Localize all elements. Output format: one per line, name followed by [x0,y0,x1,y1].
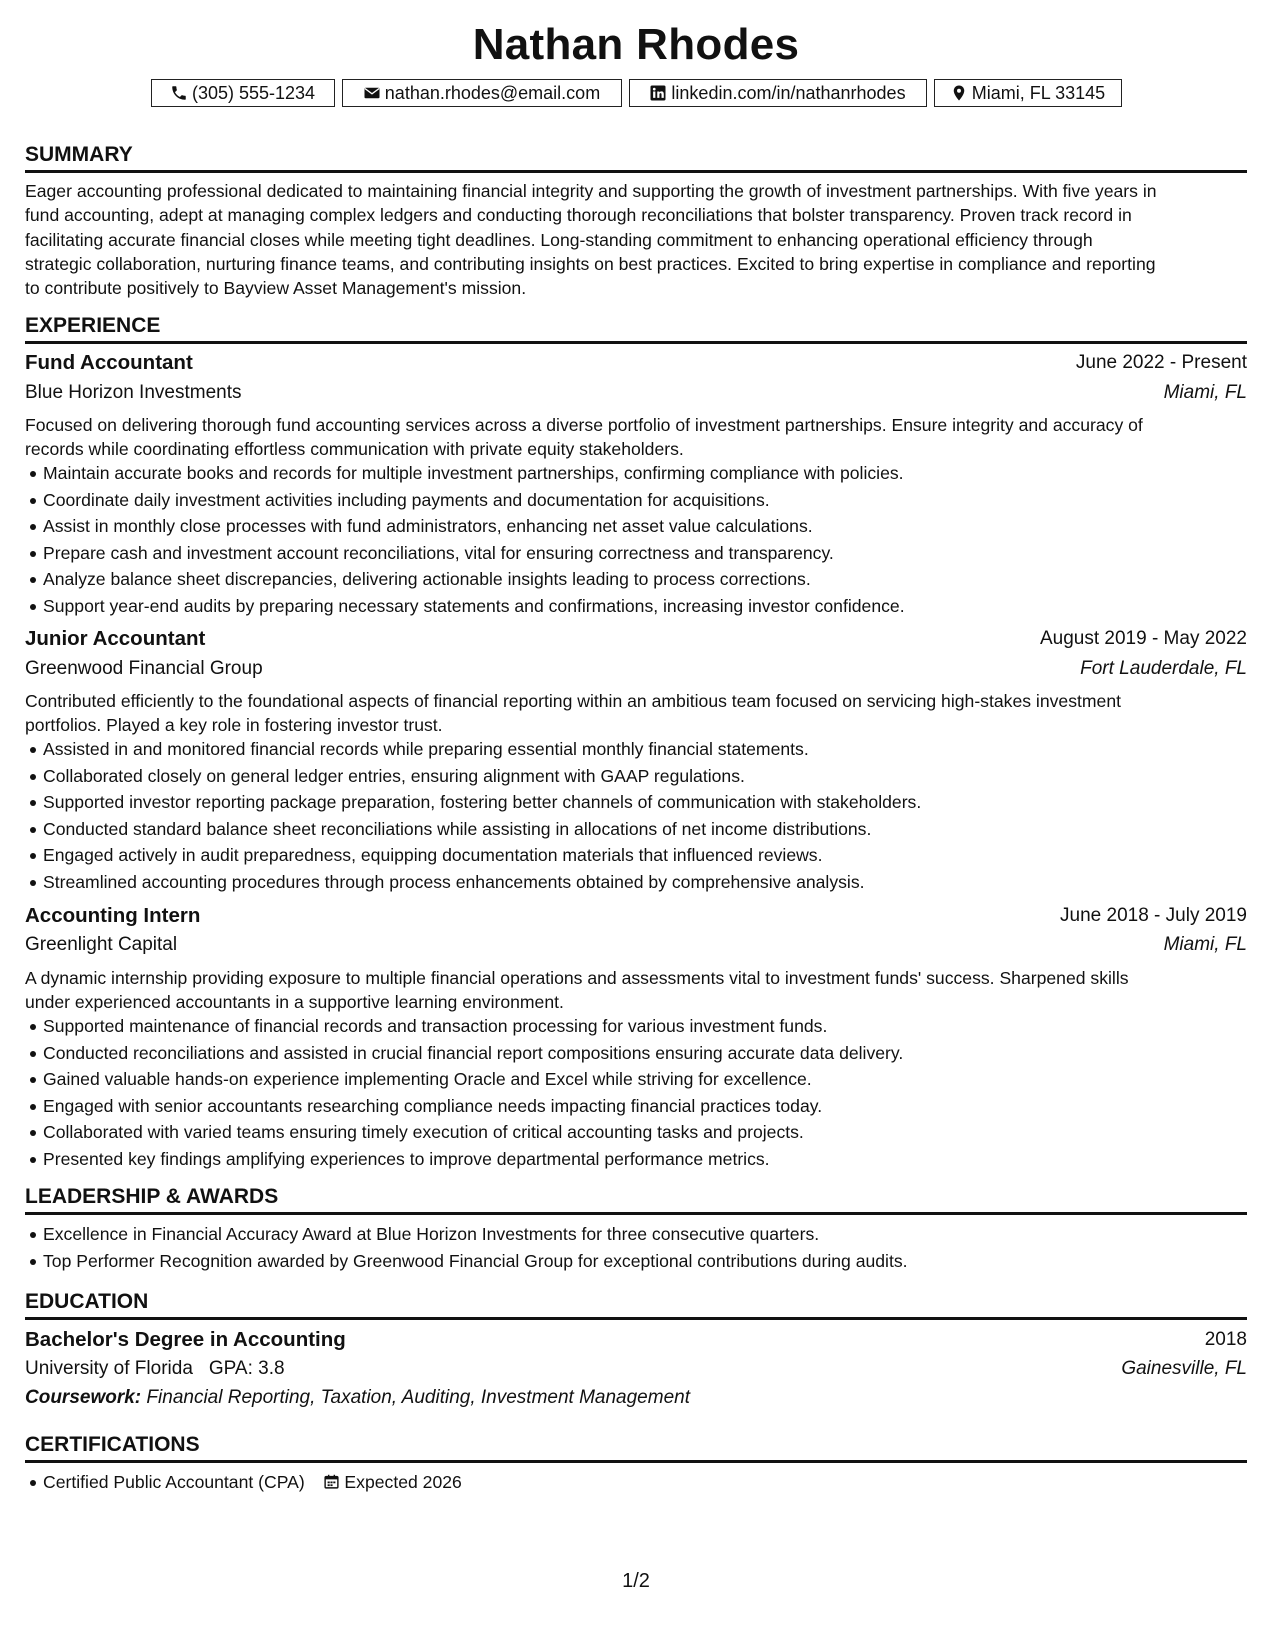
coursework [25,1387,690,1409]
list-item: Excellence in Financial Accuracy Award at Blue Horizon Investments for three consecutive quarters. [43,1221,1265,1248]
envelope-icon [363,84,381,102]
school-location: Gainesville, FL [1121,1358,1247,1379]
job-title: Junior Accountant [25,627,206,650]
job-location: Miami, FL [1163,382,1247,403]
contact-email-text: nathan.rhodes@email.com [384,82,601,103]
list-item: Supported investor reporting package preparation, fostering better channels of communication with stakeholders. [43,789,1265,816]
job-description-line: portfolios. Played a key role in fostering investor trust. [25,715,443,736]
list-item: Engaged actively in audit preparedness, equipping documentation materials that influenced reviews. [43,842,1265,869]
contact-location[interactable] [934,79,1122,107]
list-item: Supported maintenance of financial records and transaction processing for various investment funds. [43,1013,1265,1040]
candidate-name: Nathan Rhodes [472,20,800,69]
contact-location-text: Miami, FL 33145 [971,82,1106,103]
job-bullets [25,460,1265,619]
phone-icon [170,84,188,102]
summary-line: facilitating accurate financial closes while meeting tight deadlines. Long-standing commitment to enhancing operational efficiency through [25,229,1093,250]
summary-line: strategic collaboration, nurturing finance teams, and contributing insights on best practices. Excited to bring expertise in compliance and reporting [25,253,1156,274]
list-item: Engaged with senior accountants researching compliance needs impacting financial practices today. [43,1093,1265,1120]
section-title-leadership: LEADERSHIP & AWARDS [25,1185,279,1208]
job-description [25,689,1247,738]
contact-email[interactable] [342,79,622,107]
list-item [43,1469,1265,1498]
page-number: 1/2 [622,1570,650,1592]
list-item: Assist in monthly close processes with fund administrators, enhancing net asset value calculations. [43,513,1265,540]
contact-linkedin-text: linkedin.com/in/nathanrhodes [671,82,906,103]
job-description-line: under experienced accountants in a supportive learning environment. [25,992,564,1013]
list-item: Assisted in and monitored financial records while preparing essential monthly financial statements. [43,736,1265,763]
gpa: GPA: 3.8 [208,1358,285,1379]
contact-phone-text: (305) 555-1234 [191,82,316,103]
list-item: Collaborated with varied teams ensuring timely execution of critical accounting tasks and projects. [43,1119,1265,1146]
list-item: Gained valuable hands-on experience implementing Oracle and Excel while striving for excellence. [43,1066,1265,1093]
contact-linkedin[interactable] [629,79,927,107]
job-dates: August 2019 - May 2022 [1039,628,1247,649]
list-item: Top Performer Recognition awarded by Greenwood Financial Group for exceptional contributions during audits. [43,1248,1265,1275]
list-item: Conducted reconciliations and assisted in crucial financial report compositions ensuring accurate data delivery. [43,1040,1265,1067]
list-item: Analyze balance sheet discrepancies, delivering actionable insights leading to process corrections. [43,566,1265,593]
certification-date: Expected 2026 [344,1472,462,1492]
job-description-line: records while coordinating effortless communication with private equity stakeholders. [25,439,684,460]
section-divider [25,1317,1247,1320]
section-divider [25,1212,1247,1215]
list-item: Presented key findings amplifying experiences to improve departmental performance metrics. [43,1146,1265,1173]
summary-line: Eager accounting professional dedicated to maintaining financial integrity and supporting the growth of investment partnerships. With five years in [25,181,1157,201]
linkedin-icon [649,84,667,102]
map-pin-icon [950,84,968,102]
job-location: Miami, FL [1163,934,1247,955]
contact-bar [25,79,1247,107]
list-item: Collaborated closely on general ledger entries, ensuring alignment with GAAP regulations. [43,763,1265,790]
coursework-label: Coursework: [25,1387,142,1408]
contact-phone[interactable] [151,79,335,107]
calendar-icon [323,1471,340,1498]
job-description-line: Contributed efficiently to the foundational aspects of financial reporting within an ambitious team focused on servicing high-stakes investment [25,691,1121,711]
job-location: Fort Lauderdale, FL [1080,658,1247,679]
list-item: Coordinate daily investment activities including payments and documentation for acquisitions. [43,487,1265,514]
job-description-line: A dynamic internship providing exposure to multiple financial operations and assessments vital to investment funds' success. Sharpened skills [25,968,1129,988]
summary-line: to contribute positively to Bayview Asset Management's mission. [25,278,527,299]
section-title-experience: EXPERIENCE [25,314,161,337]
job-dates: June 2018 - July 2019 [1060,905,1247,926]
list-item: Streamlined accounting procedures through process enhancements obtained by comprehensive analysis. [43,869,1265,896]
section-title-summary: SUMMARY [25,143,133,166]
certification-list [25,1469,1265,1498]
degree-title: Bachelor's Degree in Accounting [25,1328,346,1351]
resume-page [25,0,1247,1650]
summary-line: fund accounting, adept at managing complex ledgers and conducting thorough reconciliations that bolster transparency. Proven track record in [25,205,1132,226]
job-company: Blue Horizon Investments [25,382,242,403]
section-divider [25,1460,1247,1463]
section-divider [25,341,1247,344]
job-description [25,413,1247,462]
certification-name: Certified Public Accountant (CPA) [43,1472,305,1492]
job-bullets [25,736,1265,895]
section-divider [25,170,1247,173]
school-name: University of Florida [25,1358,193,1379]
graduation-year: 2018 [1204,1329,1247,1350]
job-description [25,966,1247,1015]
job-title: Fund Accountant [25,351,193,374]
school-info [25,1358,285,1380]
section-title-education: EDUCATION [25,1290,149,1313]
job-dates: June 2022 - Present [1075,352,1247,373]
summary-text [25,179,1247,300]
coursework-list: Financial Reporting, Taxation, Auditing, Investment Management [146,1387,690,1408]
list-item: Conducted standard balance sheet reconciliations while assisting in allocations of net income distributions. [43,816,1265,843]
job-company: Greenlight Capital [25,934,178,955]
leadership-bullets [25,1221,1265,1274]
job-company: Greenwood Financial Group [25,658,263,679]
list-item: Prepare cash and investment account reconciliations, vital for ensuring correctness and transparency. [43,540,1265,567]
job-description-line: Focused on delivering thorough fund accounting services across a diverse portfolio of investment partnerships. Ensure integrity and accuracy of [25,415,1143,435]
list-item: Support year-end audits by preparing necessary statements and confirmations, increasing investor confidence. [43,593,1265,620]
list-item: Maintain accurate books and records for multiple investment partnerships, confirming compliance with policies. [43,460,1265,487]
job-title: Accounting Intern [25,904,201,927]
section-title-certifications: CERTIFICATIONS [25,1433,200,1456]
job-bullets [25,1013,1265,1172]
